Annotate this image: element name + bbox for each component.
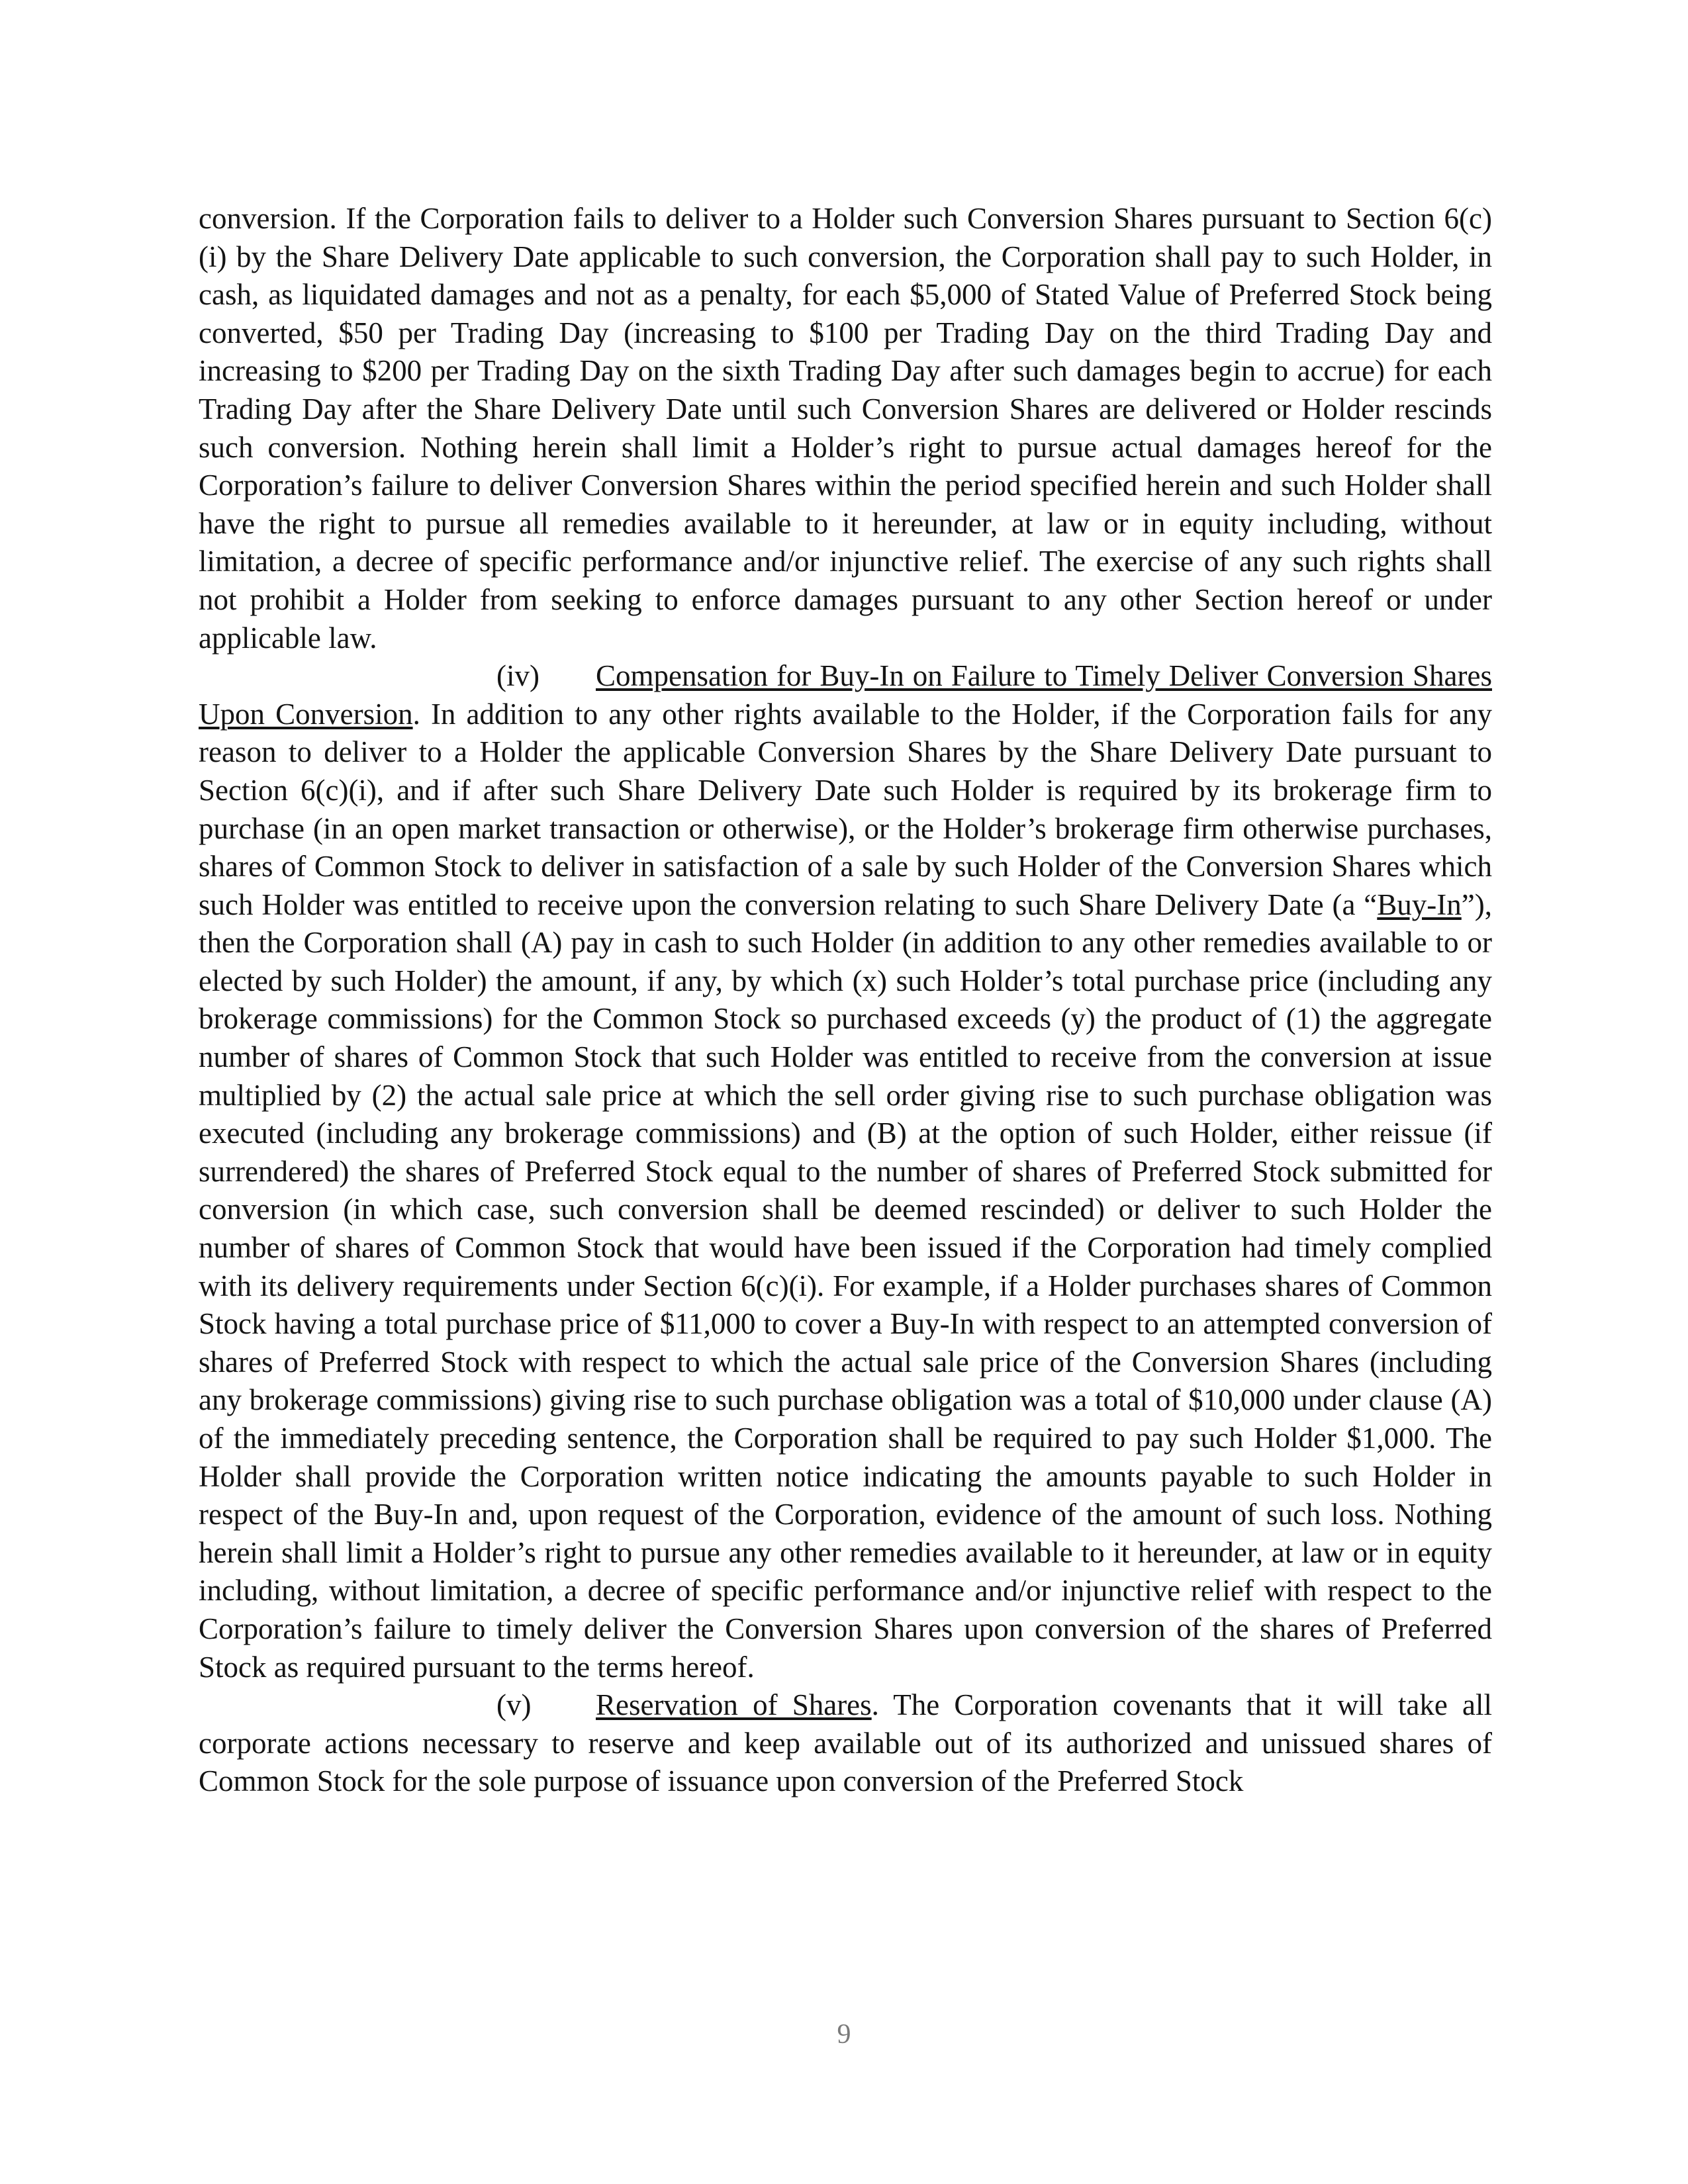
document-body (199, 200, 1492, 1801)
section-number-v: (v) (496, 1688, 532, 1722)
buy-in-text-part-2: ”), then the Corporation shall (A) pay in cash to such Holder (in addition to any other remedies available to or elected by such Holder) the amount, if any, by which (x) such Holder’s total purchase price (including any brokerage commissions) for the Common Stock so purchased exceeds (y) the product of (1) the aggregate number of shares of Common Stock that such Holder was entitled to receive from the conversion at issue multiplied by (2) the actual sale price at which the sell order giving rise to such purchase obligation was executed (including any brokerage commissions) and (B) at the option of such Holder, either reissue (if surrendered) the shares of Preferred Stock equal to the number of shares of Preferred Stock submitted for conversion (in which case, such conversion shall be deemed rescinded) or deliver to such Holder the number of shares of Common Stock that would have been issued if the Corporation had timely complied with its delivery requirements under Section 6(c)(i). For example, if a Holder purchases shares of Common Stock having a total purchase price of $11,000 to cover a Buy-In with respect to an attempted conversion of shares of Preferred Stock with respect to which the actual sale price of the Conversion Shares (including any brokerage commissions) giving rise to such purchase obligation was a total of $10,000 under clause (A) of the immediately preceding sentence, the Corporation shall be required to pay such Holder $1,000. The Holder shall provide the Corporation written notice indicating the amounts payable to such Holder in respect of the Buy-In and, upon request of the Corporation, evidence of the amount of such loss. Nothing herein shall limit a Holder’s right to pursue any other remedies available to it hereunder, at law or in equity including, without limitation, a decree of specific performance and/or injunctive relief with respect to the Corporation’s failure to timely deliver the Conversion Shares upon conversion of the shares of Preferred Stock as required pursuant to the terms hereof. (199, 887, 1492, 1684)
reservation-text: . The Corporation covenants that it will take all corporate actions necessary to reserve and keep available out of its authorized and unissued shares of Common Stock for the sole purpose of issuance upon conversion of the Preferred Stock (199, 1688, 1492, 1798)
paragraph-conversion-damages: conversion. If the Corporation fails to deliver to a Holder such Conversion Shares pursuant to Section 6(c)(i) by the Share Delivery Date applicable to such conversion, the Corporation shall pay to such Holder, in cash, as liquidated damages and not as a penalty, for each $5,000 of Stated Value of Preferred Stock being converted, $50 per Trading Day (increasing to $100 per Trading Day on the third Trading Day and increasing to $200 per Trading Day on the sixth Trading Day after such damages begin to accrue) for each Trading Day after the Share Delivery Date until such Conversion Shares are delivered or Holder rescinds such conversion. Nothing herein shall limit a Holder’s right to pursue actual damages hereof for the Corporation’s failure to deliver Conversion Shares within the period specified herein and such Holder shall have the right to pursue all remedies available to it hereunder, at law or in equity including, without limitation, a decree of specific performance and/or injunctive relief. The exercise of any such rights shall not prohibit a Holder from seeking to enforce damages pursuant to any other Section hereof or under applicable law. (199, 202, 1492, 655)
section-heading-buy-in: Compensation for Buy-In on Failure to Timely Deliver Conversion Shares Upon Conversion (199, 659, 1492, 731)
heading-period: . (412, 697, 420, 731)
page-number: 9 (837, 2019, 851, 2050)
buy-in-text-part-1: In addition to any other rights available to the Holder, if the Corporation fails for any reason to deliver to a Holder the applicable Conversion Shares by the Share Delivery Date pursuant to Section 6(c)(i), and if after such Share Delivery Date such Holder is required by its brokerage firm to purchase (in an open market transaction or otherwise), or the Holder’s brokerage firm otherwise purchases, shares of Common Stock to deliver in satisfaction of a sale by such Holder of the Conversion Shares which such Holder was entitled to receive upon the conversion relating to such Share Delivery Date (a “ (199, 697, 1492, 921)
paragraph-reservation (199, 1686, 1492, 1801)
defined-term-buy-in: Buy-In (1377, 887, 1462, 921)
section-number-iv: (iv) (496, 659, 539, 693)
section-heading-reservation: Reservation of Shares (596, 1688, 872, 1722)
paragraph-buy-in (199, 657, 1492, 1686)
